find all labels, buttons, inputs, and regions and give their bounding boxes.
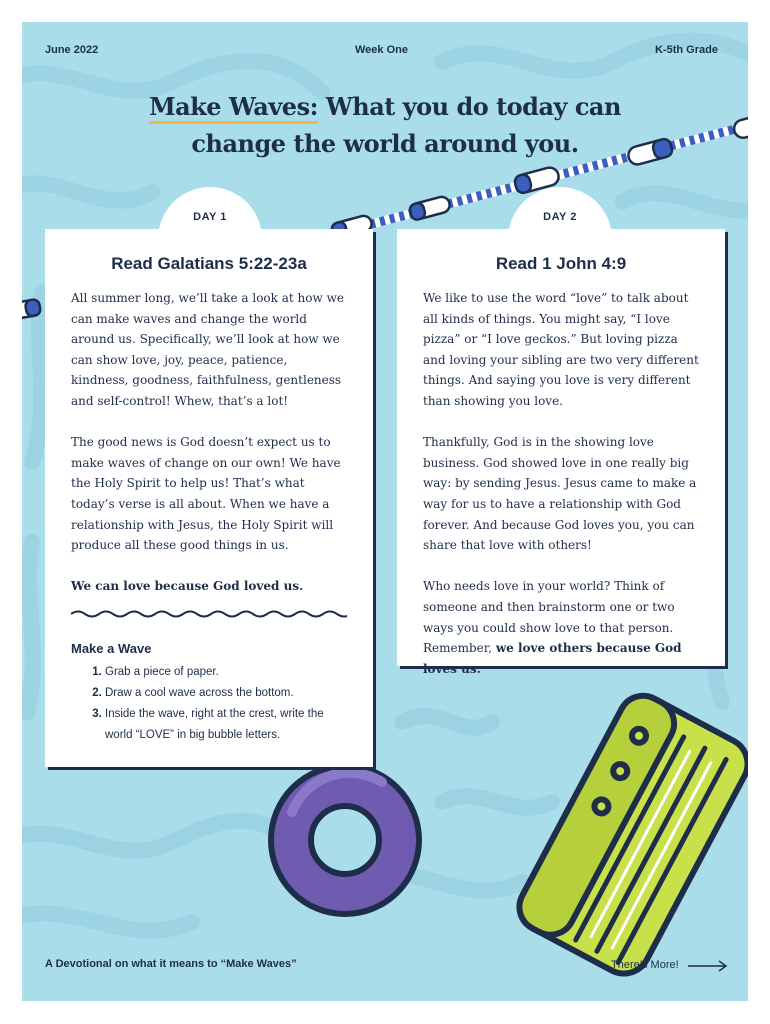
- activity-title: Make a Wave: [71, 640, 152, 656]
- title-highlight: Make Waves:: [149, 92, 318, 124]
- arrow-right-icon[interactable]: [688, 959, 728, 973]
- devotional-page: [22, 22, 748, 1001]
- day1-paragraph-1: All summer long, we’ll take a look at how we can make waves and change the world around us. Specifically, we’ll look at how we can show love, joy, peace, patience, kindness, goodness, faithfulness, gentleness and self-control! Whew, that’s a lot!: [71, 291, 344, 408]
- day1-tab-label: DAY 1: [193, 211, 227, 223]
- day2-heading: Read 1 John 4:9: [495, 254, 627, 273]
- day2-paragraph-2: Thankfully, God is in the showing love business. God showed love in one really big way: by sending Jesus. Jesus came to make a way for us to have a relationship with God forever. And because God loves you, you can share that love with others!: [423, 435, 697, 553]
- day2-paragraph-1: We like to use the word “love” to talk about all kinds of things. You might say, “I love pizza” or “I love geckos.” But loving pizza and loving your sibling are two very different things. And saying you love is very different than showing you love.: [423, 291, 699, 408]
- day1-card: [45, 229, 373, 767]
- day2-card: [397, 229, 725, 676]
- date-label: June 2022: [45, 44, 99, 56]
- activity-step: 3. Inside the wave, right at the crest, write the world “LOVE” in big bubble letters.: [105, 704, 347, 746]
- footer-caption: A Devotional on what it means to “Make Waves”: [45, 958, 297, 970]
- swim-ring-illustration: [271, 766, 419, 914]
- day1-paragraph-2: The good news is God doesn’t expect us to make waves of change on our own! We have the Holy Spirit to help us! That’s what today’s verse is all about. When we have a relationship with Jesus, the Holy Spirit will produce all these good things in us.: [71, 435, 341, 553]
- more-link[interactable]: There’s More!: [611, 959, 679, 971]
- day2-paragraph-3: Who needs love in your world? Think of someone and then brainstorm one or two ways you could show love to that person. Remember, we love others because God loves us.: [423, 579, 682, 676]
- squiggle-divider: [71, 609, 347, 619]
- title-line1-rest: What you do today can: [317, 92, 621, 121]
- activity-steps: [71, 662, 347, 746]
- pool-float-illustration: [511, 687, 748, 982]
- title-line2: change the world around you.: [191, 129, 579, 158]
- week-label: Week One: [355, 44, 408, 56]
- day1-heading: Read Galatians 5:22-23a: [111, 254, 307, 273]
- grade-label: K-5th Grade: [655, 44, 718, 56]
- day1-key-line: We can love because God loved us.: [71, 579, 304, 594]
- activity-step: 2. Draw a cool wave across the bottom.: [105, 683, 347, 704]
- page-title: [22, 88, 748, 162]
- activity-step: 1. Grab a piece of paper.: [105, 662, 347, 683]
- day2-tab-label: DAY 2: [543, 211, 577, 223]
